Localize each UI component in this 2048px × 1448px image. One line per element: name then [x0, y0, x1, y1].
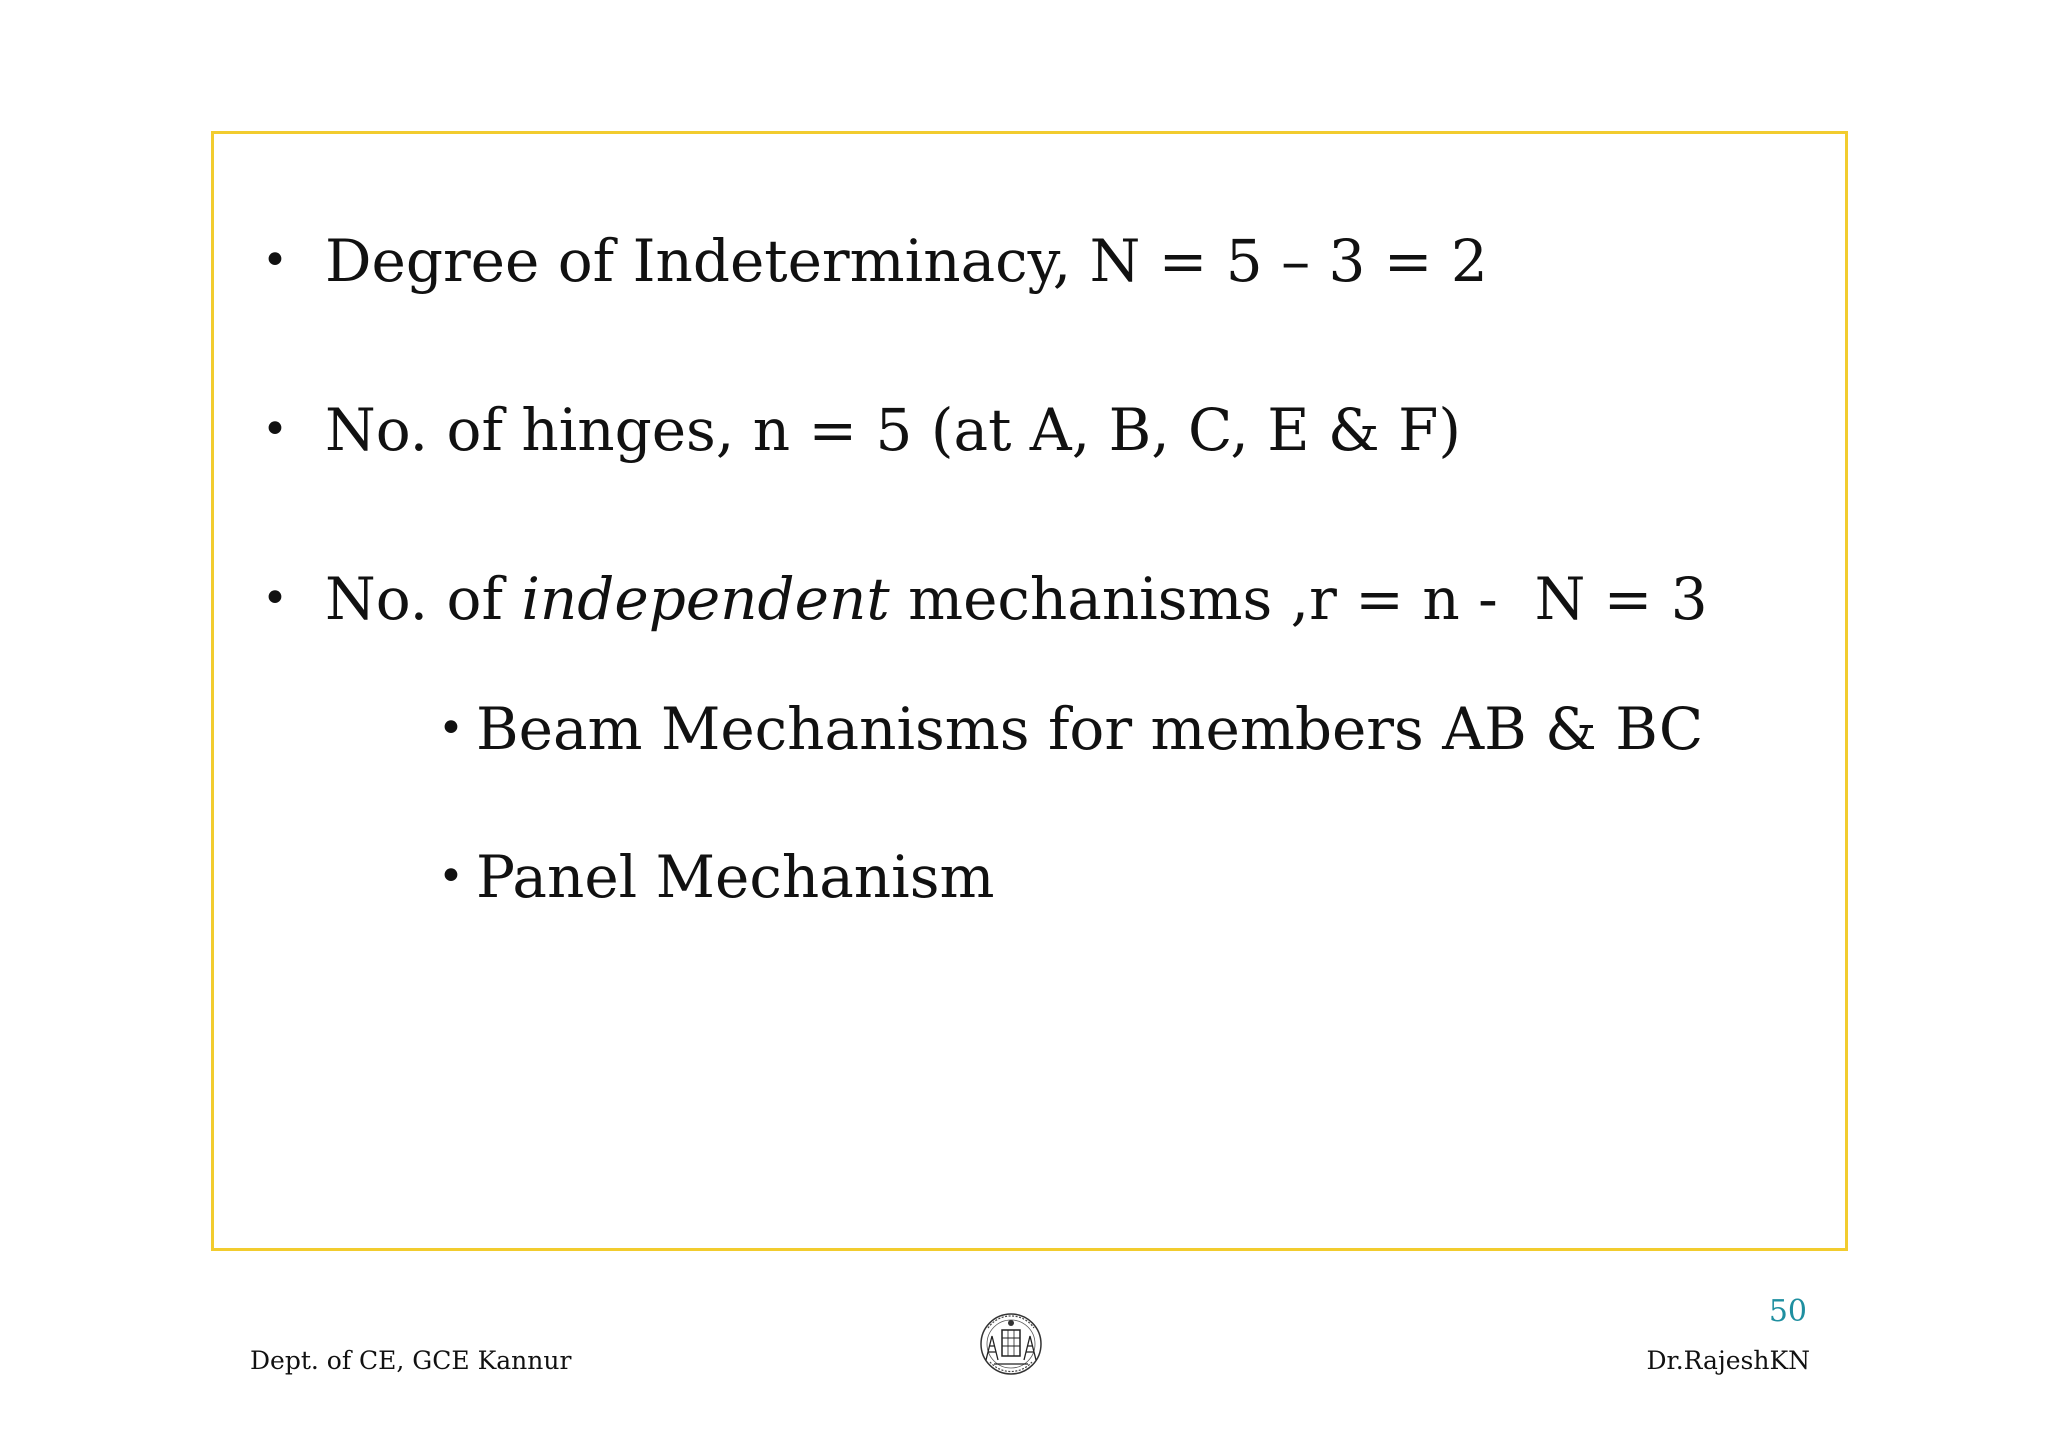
sub-bullet-text: Panel Mechanism	[476, 843, 995, 911]
bullet-text	[325, 565, 1708, 633]
bullet-text-emphasis: independent	[521, 565, 890, 633]
bullet-text: Degree of Indeterminacy, N = 5 – 3 = 2	[325, 227, 1488, 295]
bullet-dot: •	[262, 235, 288, 286]
sub-bullet-dot: •	[438, 703, 464, 754]
footer-author: Dr.RajeshKN	[1646, 1346, 1810, 1375]
sub-bullet-panel-mechanism	[438, 843, 995, 911]
college-seal-icon	[976, 1306, 1046, 1384]
sub-bullet-dot: •	[438, 851, 464, 902]
bullet-independent-mechanisms	[262, 565, 1708, 633]
bullet-text: No. of hinges, n = 5 (at A, B, C, E & F)	[325, 396, 1461, 464]
footer-department: Dept. of CE, GCE Kannur	[250, 1346, 572, 1375]
sub-bullet-text: Beam Mechanisms for members AB & BC	[476, 695, 1704, 763]
bullet-degree-of-indeterminacy	[262, 227, 1488, 295]
page-number: 50	[1768, 1294, 1807, 1329]
sub-bullet-beam-mechanisms	[438, 695, 1704, 763]
bullet-dot: •	[262, 573, 288, 624]
bullet-number-of-hinges	[262, 396, 1461, 464]
bullet-text-suffix: mechanisms ,r = n - N = 3	[889, 565, 1708, 633]
bullet-dot: •	[262, 404, 288, 455]
slide-frame	[211, 131, 1848, 1251]
bullet-text-prefix: No. of	[325, 565, 522, 633]
